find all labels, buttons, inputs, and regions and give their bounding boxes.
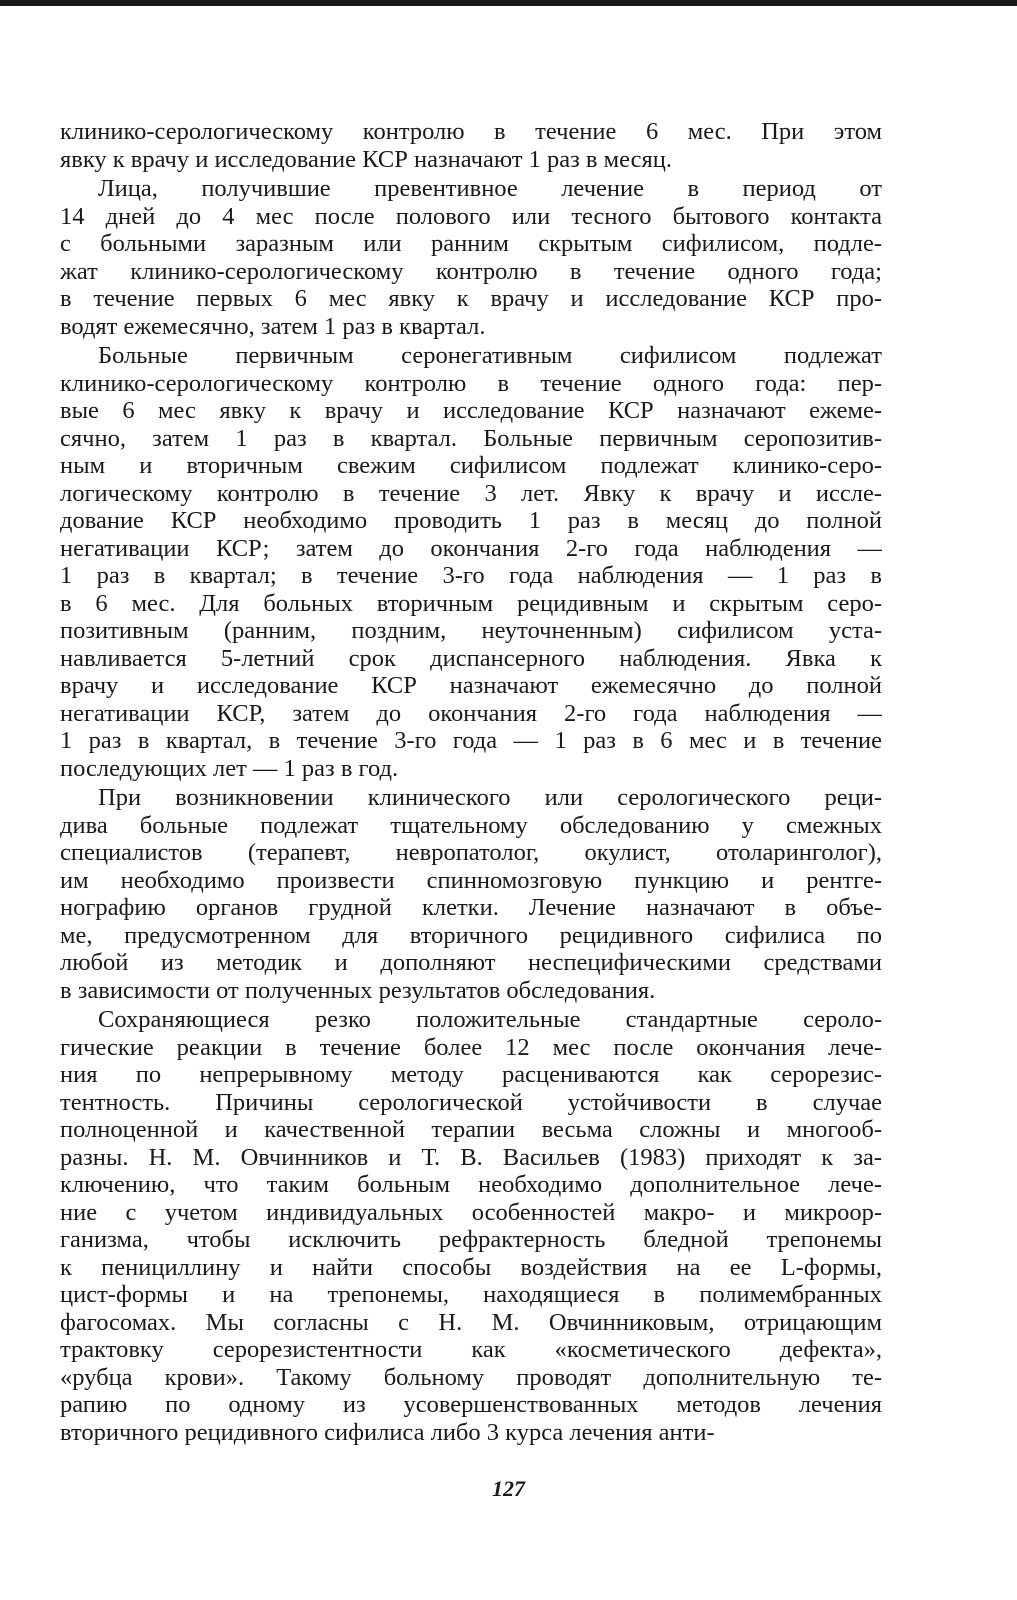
text-line: специалистов (терапевт, невропатолог, окулист, отоларинголог), [60,839,882,866]
paragraph [60,175,882,340]
text-line: к пенициллину и найти способы воздействия на ее L-формы, [60,1253,882,1281]
text-line: «рубца крови». Такому больному проводят дополнительную те- [60,1363,882,1391]
text-line: логическому контролю в течение 3 лет. Явку к врачу и иссле- [60,479,882,507]
text-line: фагосомах. Мы согласны с Н. М. Овчинниковым, отрицающим [60,1308,882,1336]
text-line: вые 6 мес явку к врачу и исследование КСР назначают ежеме- [60,397,882,424]
text-line: негативации КСР, затем до окончания 2-го года наблюдения — [60,699,882,727]
text-line: явку к врачу и исследование КСР назначают 1 раз в месяц. [60,145,672,173]
text-line: в течение первых 6 мес явку к врачу и исследование КСР про- [60,285,882,312]
text-line: позитивным (ранним, поздним, неуточненным) сифилисом уста- [60,617,882,644]
text-line: клинико-серологическому контролю в течение 6 мес. При этом [60,118,882,145]
text-line: полноценной и качественной терапии весьма сложны и многооб- [60,1116,882,1143]
text-line: 14 дней до 4 мес после полового или тесного бытового контакта [60,202,882,230]
text-line: ным и вторичным свежим сифилисом подлежат клинико-серо- [60,452,882,479]
text-line: навливается 5-летний срок диспансерного наблюдения. Явка к [60,644,882,672]
text-line: дование КСР необходимо проводить 1 раз в месяц до полной [60,507,882,534]
text-line: рапию по одному из усовершенствованных методов лечения [60,1391,882,1418]
text-line: Сохраняющиеся резко положительные стандартные сероло- [98,1006,882,1033]
text-line: им необходимо произвести спинномозговую пункцию и рентге- [60,866,882,894]
text-line: нографию органов грудной клетки. Лечение назначают в объе- [60,894,882,921]
text-line: разны. Н. М. Овчинников и Т. В. Васильев (1983) приходят к за- [60,1143,882,1171]
text-line: Больные первичным серонегативным сифилисом подлежат [98,342,882,369]
text-line: сячно, затем 1 раз в квартал. Больные первичным серопозитив- [60,424,882,452]
text-line: ме, предусмотренном для вторичного рецидивного сифилиса по [60,921,882,949]
text-line: негативации КСР; затем до окончания 2-го года наблюдения — [60,534,882,562]
paragraph [60,342,882,782]
text-line: в 6 мес. Для больных вторичным рецидивным и скрытым серо- [60,589,882,617]
text-line: 1 раз в квартал, в течение 3-го года — 1 раз в 6 мес и в течение [60,727,882,754]
text-line: ние с учетом индивидуальных особенностей макро- и микроор- [60,1198,882,1226]
text-line: клинико-серологическому контролю в течение одного года: пер- [60,369,882,397]
top-rule [0,0,1017,6]
text-line: с больными заразным или ранним скрытым сифилисом, подле- [60,230,882,257]
text-line: последующих лет — 1 раз в год. [60,754,399,782]
text-line: трактовку серорезистентности как «косметического дефекта», [60,1336,882,1363]
text-line: При возникновении клинического или серологического реци- [98,784,882,811]
text-line: врачу и исследование КСР назначают ежемесячно до полной [60,672,882,699]
paragraph [60,1006,882,1446]
text-line: водят ежемесячно, затем 1 раз в квартал. [60,312,486,340]
paragraph [60,784,882,1004]
text-line: в зависимости от полученных результатов обследования. [60,976,656,1004]
text-line: цист-формы и на трепонемы, находящиеся в полимембранных [60,1281,882,1308]
text-line: 1 раз в квартал; в течение 3-го года наблюдения — 1 раз в [60,562,882,589]
text-line: дива больные подлежат тщательному обследованию у смежных [60,811,882,839]
text-line: ганизма, чтобы исключить рефрактерность бледной трепонемы [60,1226,882,1253]
text-line: любой из методик и дополняют неспецифическими средствами [60,949,882,976]
text-line: ключению, что таким больным необходимо дополнительное лече- [60,1171,882,1198]
text-line: жат клинико-серологическому контролю в течение одного года; [60,257,882,285]
text-line: вторичного рецидивного сифилиса либо 3 курса лечения анти- [60,1418,715,1446]
text-line: гические реакции в течение более 12 мес после окончания лече- [60,1033,882,1061]
paragraph [60,118,882,173]
text-line: ния по непрерывному методу расцениваются как серорезис- [60,1061,882,1088]
text-line: Лица, получившие превентивное лечение в период от [98,175,882,202]
text-line: тентность. Причины серологической устойчивости в случае [60,1088,882,1116]
page-number: 127 [492,1476,525,1501]
page-body [60,118,882,1446]
